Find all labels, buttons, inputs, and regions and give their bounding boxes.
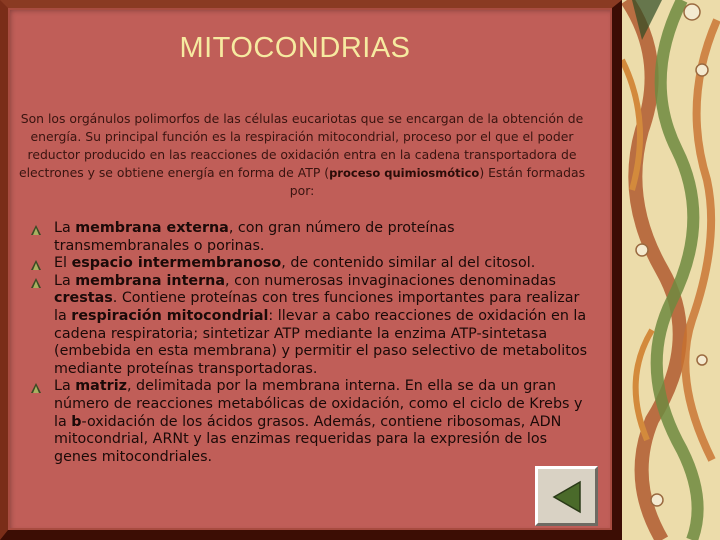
item-term: membrana externa xyxy=(75,220,229,236)
item-text: , delimitada por la membrana interna. En ella se da un gran número de reacciones metabólicas de oxidación, como el ciclo de Krebs y la xyxy=(54,378,583,430)
item-term: matriz xyxy=(75,378,127,395)
item-term: b xyxy=(71,413,82,430)
intro-emphasis: proceso quimiosmótico xyxy=(329,166,480,180)
list-item xyxy=(30,378,590,466)
item-text: El xyxy=(54,255,72,272)
list-item xyxy=(30,255,590,273)
slide-title: MITOCONDRIAS xyxy=(179,32,411,64)
intro-text-end: ) Están formadas por: xyxy=(289,165,586,198)
item-text: , con numerosas invaginaciones denominadas xyxy=(225,272,556,289)
leaf-pattern-graphic xyxy=(622,0,720,540)
item-text: La xyxy=(54,378,76,395)
intro-text: Son los orgánulos polimorfos de las células eucariotas que se encargan de la obtención de energía. Su principal función es la respiración mitocondrial, proceso por el que el poder reductor producido en las reacciones de oxidación entra en la cadena transportadora de electrones y se obtiene energía en forma de ATP ( xyxy=(18,111,584,180)
leaf-bullet-icon xyxy=(30,277,42,289)
list-item xyxy=(30,273,590,379)
leaf-bullet-icon xyxy=(30,382,42,394)
item-text: La xyxy=(54,272,76,289)
intro-paragraph xyxy=(12,110,592,200)
item-text: : llevar a cabo reacciones de oxidación en la cadena respiratoria; sintetizar ATP mediante la enzima ATP-sintetasa (embebida en esta membrana) y permitir el paso selectivo de metabolitos mediante proteínas transportadoras. xyxy=(54,307,588,377)
list-item xyxy=(30,220,590,255)
back-button[interactable] xyxy=(535,466,598,526)
leaf-bullet-icon xyxy=(30,224,42,236)
item-text: -oxidación de los ácidos grasos. Además, contiene ribosomas, ADN mitocondrial, ARNt y las enzimas requeridas para la expresión de los genes mitocondriales. xyxy=(54,413,562,465)
item-text: La xyxy=(54,220,76,236)
item-text: , de contenido similar al del citosol. xyxy=(281,255,536,272)
item-term: membrana interna xyxy=(75,272,225,289)
item-text: . Contiene proteínas con tres funciones importantes para realizar la xyxy=(54,290,580,324)
component-list xyxy=(30,220,590,466)
item-text: , con gran número de proteínas transmembranales o porinas. xyxy=(54,220,455,254)
item-term: espacio intermembranoso xyxy=(71,255,282,272)
triangle-left-icon xyxy=(552,480,582,514)
item-term: respiración mitocondrial xyxy=(71,307,269,324)
item-term: crestas xyxy=(54,290,113,307)
leaf-bullet-icon xyxy=(30,259,42,271)
decorative-side-strip xyxy=(622,0,720,540)
